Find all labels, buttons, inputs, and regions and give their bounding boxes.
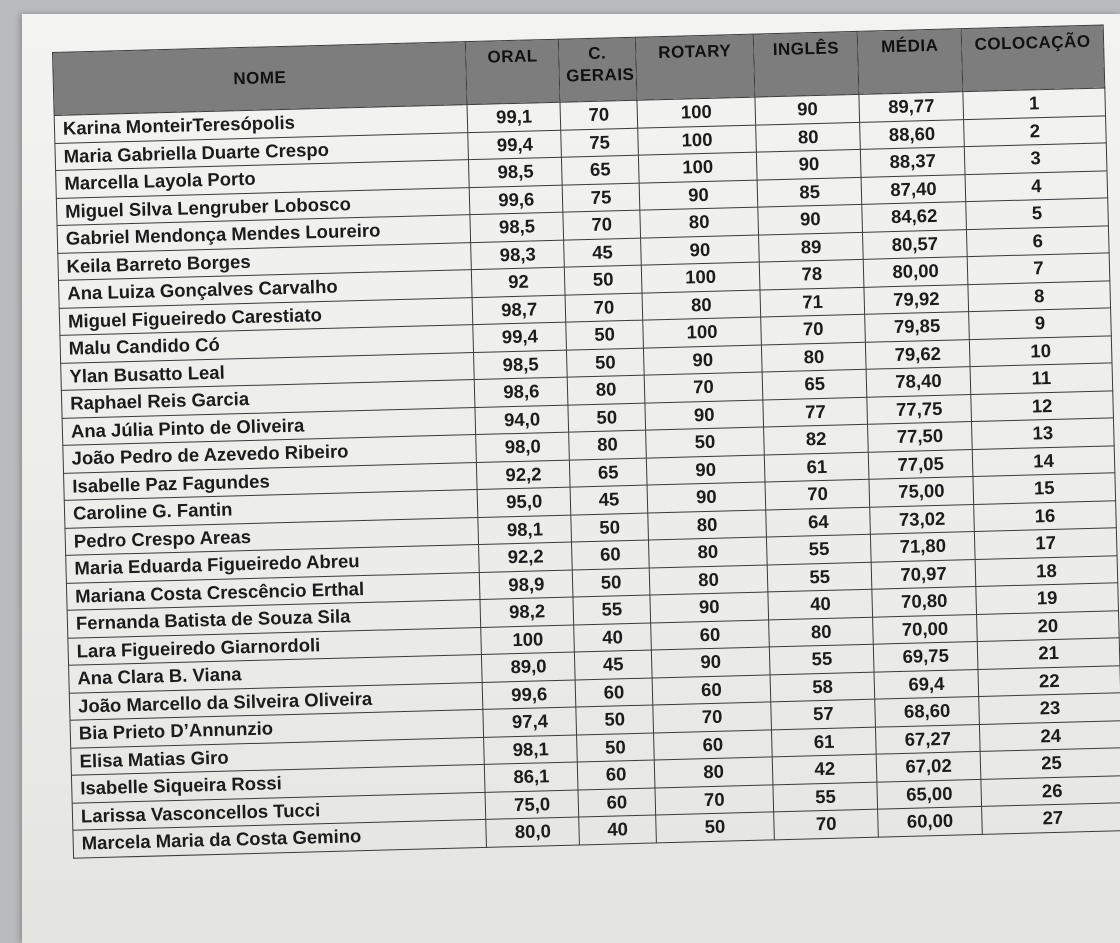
cell-cgerais: 70 (565, 293, 642, 322)
cell-colocacao: 25 (980, 748, 1120, 779)
header-nome: NOME (53, 42, 468, 116)
cell-ingles: 40 (768, 589, 873, 619)
cell-media: 79,85 (865, 312, 970, 342)
cell-colocacao: 13 (971, 418, 1114, 449)
cell-ingles: 80 (762, 342, 867, 372)
cell-ingles: 71 (760, 287, 865, 317)
cell-oral: 75,0 (485, 789, 579, 819)
cell-colocacao: 27 (982, 803, 1120, 834)
cell-cgerais: 75 (561, 128, 638, 157)
cell-cgerais: 80 (568, 375, 645, 404)
cell-rotary: 80 (642, 290, 761, 321)
cell-media: 75,00 (869, 477, 974, 507)
cell-rotary: 100 (637, 125, 756, 156)
header-oral: ORAL (466, 39, 561, 104)
cell-nome: Marcella Layola Porto (56, 160, 470, 198)
cell-oral: 98,3 (471, 240, 565, 270)
cell-nome: Marcela Maria da Costa Gemino (73, 819, 487, 857)
cell-cgerais: 45 (564, 238, 641, 267)
cell-media: 71,80 (871, 532, 976, 562)
cell-cgerais: 50 (566, 320, 643, 349)
cell-oral: 94,0 (475, 405, 569, 435)
cell-rotary: 60 (650, 619, 769, 650)
cell-cgerais: 70 (560, 100, 637, 129)
cell-oral: 98,2 (480, 597, 574, 627)
cell-nome: Caroline G. Fantin (64, 490, 478, 528)
cell-cgerais: 45 (575, 650, 652, 679)
cell-oral: 98,1 (484, 734, 578, 764)
cell-oral: 98,6 (474, 377, 568, 407)
cell-ingles: 70 (761, 314, 866, 344)
cell-ingles: 80 (769, 617, 874, 647)
cell-oral: 92,2 (477, 460, 571, 490)
results-table (52, 24, 1120, 858)
cell-colocacao: 22 (978, 665, 1120, 696)
cell-oral: 99,1 (467, 102, 561, 132)
cell-rotary: 80 (647, 509, 766, 540)
cell-oral: 100 (481, 625, 575, 655)
cell-nome: Isabelle Siqueira Rossi (71, 764, 485, 802)
cell-colocacao: 3 (964, 143, 1107, 174)
cell-media: 89,77 (859, 92, 964, 122)
cell-oral: 98,1 (478, 515, 572, 545)
header-cgerais (559, 37, 637, 102)
cell-ingles: 55 (770, 644, 875, 674)
cell-media: 79,62 (866, 339, 971, 369)
cell-nome: Ana Júlia Pinto de Oliveira (62, 407, 476, 445)
cell-colocacao: 12 (971, 390, 1114, 421)
cell-rotary: 70 (652, 702, 771, 733)
cell-rotary: 90 (643, 345, 762, 376)
cell-ingles: 61 (772, 727, 877, 757)
cell-ingles: 42 (773, 754, 878, 784)
cell-cgerais: 50 (576, 705, 653, 734)
cell-nome: Ylan Busatto Leal (61, 352, 475, 390)
cell-colocacao: 23 (979, 693, 1120, 724)
cell-cgerais: 45 (570, 485, 647, 514)
cell-colocacao: 2 (964, 115, 1107, 146)
cell-oral: 89,0 (482, 652, 576, 682)
cell-nome: Larissa Vasconcellos Tucci (72, 792, 486, 830)
cell-oral: 92 (472, 267, 566, 297)
cell-ingles: 90 (758, 204, 863, 234)
header-cgerais-line1: C. (588, 43, 607, 63)
cell-colocacao: 6 (966, 225, 1109, 256)
cell-media: 78,40 (866, 367, 971, 397)
cell-ingles: 80 (756, 122, 861, 152)
cell-colocacao: 14 (972, 445, 1115, 476)
cell-oral: 86,1 (484, 762, 578, 792)
cell-ingles: 82 (764, 424, 869, 454)
cell-colocacao: 15 (973, 473, 1116, 504)
cell-nome: Ana Luiza Gonçalves Carvalho (58, 270, 472, 308)
cell-media: 87,40 (861, 174, 966, 204)
cell-rotary: 70 (655, 784, 774, 815)
cell-ingles: 55 (768, 562, 873, 592)
header-cgerais-line2: GERAIS (565, 64, 635, 86)
cell-media: 77,05 (868, 449, 973, 479)
cell-media: 70,00 (873, 614, 978, 644)
cell-rotary: 80 (640, 207, 759, 238)
cell-ingles: 64 (766, 507, 871, 537)
cell-nome: Keila Barreto Borges (58, 242, 472, 280)
cell-media: 60,00 (878, 806, 983, 836)
cell-media: 77,50 (868, 422, 973, 452)
cell-colocacao: 11 (970, 363, 1113, 394)
cell-cgerais: 60 (572, 540, 649, 569)
cell-nome: Pedro Crespo Areas (65, 517, 479, 555)
cell-ingles: 90 (755, 94, 860, 124)
header-colocacao: COLOCAÇÃO (961, 25, 1105, 92)
header-rotary: ROTARY (635, 34, 755, 100)
cell-cgerais: 50 (571, 513, 648, 542)
cell-nome: Maria Eduarda Figueiredo Abreu (66, 544, 480, 582)
cell-colocacao: 9 (969, 308, 1112, 339)
cell-cgerais: 40 (579, 815, 656, 844)
cell-nome: João Marcello da Silveira Oliveira (69, 682, 483, 720)
cell-rotary: 60 (653, 729, 772, 760)
cell-cgerais: 55 (573, 595, 650, 624)
cell-rotary: 80 (648, 537, 767, 568)
header-ingles: INGLÊS (754, 31, 859, 97)
cell-media: 65,00 (877, 779, 982, 809)
cell-oral: 92,2 (479, 542, 573, 572)
cell-colocacao: 7 (967, 253, 1110, 284)
cell-oral: 97,4 (483, 707, 577, 737)
cell-nome: Miguel Silva Lengruber Lobosco (56, 187, 470, 225)
cell-ingles: 90 (757, 149, 862, 179)
cell-rotary: 100 (637, 97, 756, 128)
cell-cgerais: 50 (568, 403, 645, 432)
cell-media: 69,75 (873, 641, 978, 671)
cell-cgerais: 60 (578, 760, 655, 789)
cell-rotary: 80 (654, 757, 773, 788)
cell-rotary: 90 (651, 647, 770, 678)
cell-nome: Gabriel Mendonça Mendes Loureiro (57, 215, 471, 253)
cell-cgerais: 65 (562, 155, 639, 184)
cell-media: 88,60 (860, 119, 965, 149)
cell-media: 80,57 (863, 229, 968, 259)
cell-cgerais: 80 (569, 430, 646, 459)
cell-oral: 98,5 (470, 212, 564, 242)
cell-cgerais: 60 (576, 678, 653, 707)
cell-media: 77,75 (867, 394, 972, 424)
cell-rotary: 90 (647, 482, 766, 513)
cell-cgerais: 50 (565, 265, 642, 294)
cell-nome: Isabelle Paz Fagundes (64, 462, 478, 500)
cell-oral: 98,0 (476, 432, 570, 462)
cell-ingles: 55 (767, 534, 872, 564)
cell-media: 68,60 (875, 696, 980, 726)
cell-media: 70,80 (872, 587, 977, 617)
cell-colocacao: 21 (977, 638, 1120, 669)
cell-nome: Elisa Matias Giro (71, 737, 485, 775)
cell-nome: Ana Clara B. Viana (69, 654, 483, 692)
cell-media: 73,02 (870, 504, 975, 534)
cell-nome: Bia Prieto D’Annunzio (70, 709, 484, 747)
cell-colocacao: 20 (977, 610, 1120, 641)
cell-ingles: 57 (771, 699, 876, 729)
cell-nome: João Pedro de Azevedo Ribeiro (63, 435, 477, 473)
cell-ingles: 85 (757, 177, 862, 207)
cell-ingles: 70 (765, 479, 870, 509)
cell-ingles: 55 (773, 782, 878, 812)
results-sheet (52, 24, 1120, 858)
cell-nome: Malu Candido Có (60, 325, 474, 363)
cell-cgerais: 70 (563, 210, 640, 239)
cell-rotary: 60 (652, 674, 771, 705)
cell-colocacao: 26 (981, 775, 1120, 806)
cell-colocacao: 24 (979, 720, 1120, 751)
cell-media: 67,27 (876, 724, 981, 754)
cell-oral: 98,5 (474, 350, 568, 380)
cell-media: 69,4 (874, 669, 979, 699)
cell-rotary: 100 (642, 317, 761, 348)
cell-rotary: 100 (638, 152, 757, 183)
cell-colocacao: 19 (976, 583, 1119, 614)
cell-oral: 99,6 (482, 680, 576, 710)
cell-oral: 99,6 (469, 185, 563, 215)
cell-oral: 99,4 (473, 322, 567, 352)
cell-oral: 80,0 (486, 817, 580, 847)
cell-cgerais: 60 (578, 787, 655, 816)
cell-rotary: 90 (645, 400, 764, 431)
cell-rotary: 90 (646, 454, 765, 485)
cell-ingles: 89 (759, 232, 864, 262)
cell-cgerais: 40 (574, 623, 651, 652)
cell-nome: Miguel Figueiredo Carestiato (59, 297, 473, 335)
cell-media: 67,02 (876, 751, 981, 781)
cell-rotary: 90 (639, 180, 758, 211)
cell-oral: 95,0 (477, 487, 571, 517)
cell-colocacao: 1 (963, 88, 1106, 119)
cell-nome: Fernanda Batista de Souza Sila (67, 599, 481, 637)
cell-colocacao: 8 (968, 280, 1111, 311)
cell-ingles: 77 (763, 397, 868, 427)
cell-cgerais: 65 (570, 458, 647, 487)
cell-nome: Lara Figueiredo Giarnordoli (68, 627, 482, 665)
cell-media: 79,92 (864, 284, 969, 314)
cell-rotary: 50 (655, 812, 774, 843)
cell-colocacao: 16 (974, 500, 1117, 531)
cell-rotary: 70 (644, 372, 763, 403)
cell-cgerais: 50 (577, 732, 654, 761)
cell-media: 70,97 (871, 559, 976, 589)
cell-cgerais: 50 (573, 568, 650, 597)
cell-rotary: 50 (645, 427, 764, 458)
header-media: MÉDIA (857, 29, 962, 95)
cell-nome: Karina MonteirTeresópolis (54, 105, 468, 143)
cell-colocacao: 5 (966, 198, 1109, 229)
cell-colocacao: 10 (969, 335, 1112, 366)
paper-sheet (22, 14, 1120, 943)
cell-oral: 98,5 (469, 157, 563, 187)
cell-colocacao: 18 (975, 555, 1118, 586)
cell-media: 84,62 (862, 202, 967, 232)
cell-ingles: 58 (770, 672, 875, 702)
cell-rotary: 100 (641, 262, 760, 293)
cell-nome: Mariana Costa Crescêncio Erthal (66, 572, 480, 610)
cell-nome: Maria Gabriella Duarte Crespo (55, 132, 469, 170)
cell-ingles: 78 (760, 259, 865, 289)
cell-oral: 98,7 (472, 295, 566, 325)
cell-cgerais: 75 (563, 183, 640, 212)
cell-cgerais: 50 (567, 348, 644, 377)
cell-colocacao: 17 (974, 528, 1117, 559)
cell-ingles: 65 (762, 369, 867, 399)
cell-media: 88,37 (860, 147, 965, 177)
cell-oral: 98,9 (479, 570, 573, 600)
cell-rotary: 90 (650, 592, 769, 623)
cell-ingles: 61 (765, 452, 870, 482)
cell-media: 80,00 (863, 257, 968, 287)
cell-colocacao: 4 (965, 170, 1108, 201)
cell-ingles: 70 (774, 809, 879, 839)
table-body (54, 88, 1120, 858)
cell-nome: Raphael Reis Garcia (61, 380, 475, 418)
cell-rotary: 80 (649, 564, 768, 595)
cell-oral: 99,4 (468, 130, 562, 160)
cell-rotary: 90 (640, 235, 759, 266)
